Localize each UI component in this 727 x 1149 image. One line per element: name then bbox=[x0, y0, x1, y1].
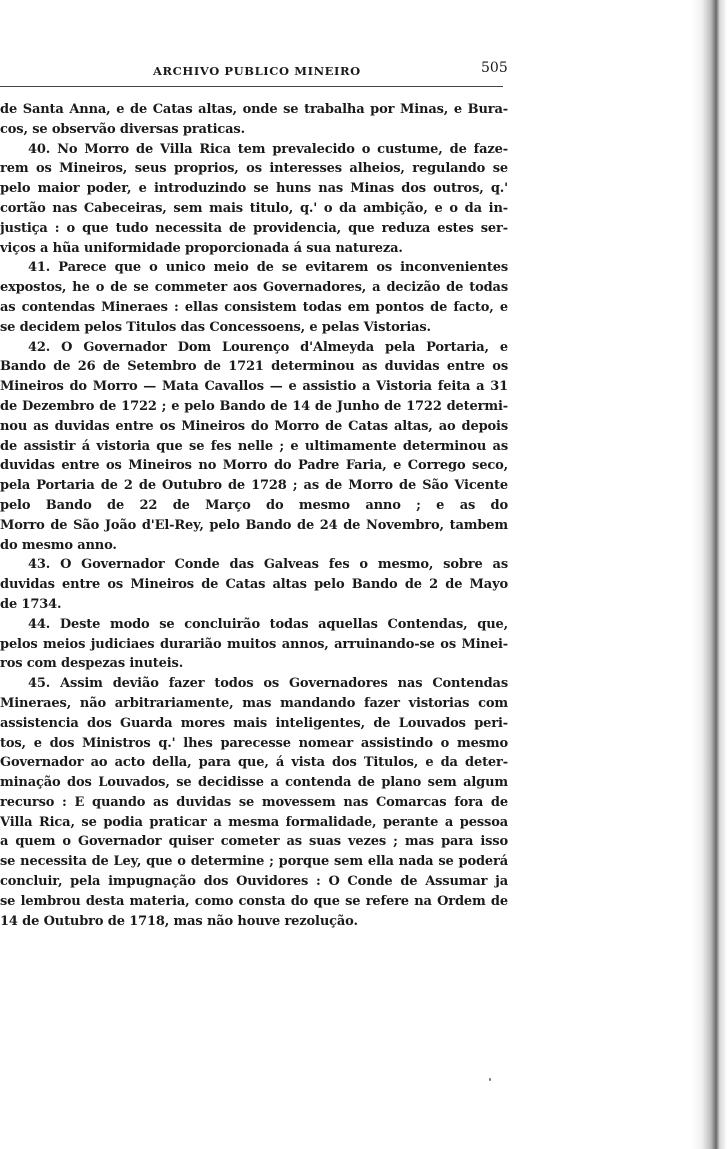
text-line: Villa Rica, se podia praticar a mesma formalidade, perante a pessoa bbox=[0, 814, 508, 830]
text-line: as contendas Mineraes : ellas consistem todas em pontos de facto, e bbox=[0, 299, 508, 315]
text-line: rem os Mineiros, seus proprios, os interesses alheios, regulando se bbox=[0, 161, 508, 177]
text-line: minação dos Louvados, se decidisse a contenda de plano sem algum bbox=[0, 775, 508, 791]
paragraph bbox=[0, 338, 508, 556]
text-line: viços a hũa uniformidade proporcionada á sua natureza. bbox=[0, 240, 403, 256]
text-line: pela Portaria de 2 de Outubro de 1728 ; as de Morro de São Vicente bbox=[0, 478, 508, 494]
text-line: pelos meios judiciaes durarião muitos annos, arruinando-se os Minei- bbox=[0, 636, 508, 652]
text-line: duvidas entre os Mineiros no Morro do Padre Faria, e Corrego seco, bbox=[0, 458, 508, 474]
text-line: 43. O Governador Conde das Galveas fes o mesmo, sobre as bbox=[28, 557, 508, 573]
text-line: 14 de Outubro de 1718, mas não houve rezolução. bbox=[0, 913, 358, 929]
text-line: se decidem pelos Titulos das Concessoens, e pelas Vistorias. bbox=[0, 319, 431, 335]
book-binding-edge bbox=[637, 0, 727, 1149]
text-line: expostos, he o de se commeter aos Governadores, a decizão de todas bbox=[0, 280, 508, 296]
text-line: se lembrou desta materia, como consta do que se refere na Ordem de bbox=[0, 893, 508, 909]
text-line: Morro de São João d'El-Rey, pelo Bando de 24 de Novembro, tambem bbox=[0, 517, 508, 533]
text-line: 40. No Morro de Villa Rica tem prevalecido o custume, de faze- bbox=[28, 141, 508, 157]
paragraph bbox=[0, 615, 508, 674]
text-line: nou as duvidas entre os Mineiros do Morro de Catas altas, ao depois bbox=[0, 418, 508, 434]
paragraph bbox=[0, 674, 508, 931]
paragraph bbox=[0, 100, 508, 140]
text-line: 44. Deste modo se concluirão todas aquellas Contendas, que, bbox=[28, 616, 508, 632]
text-line: 41. Parece que o unico meio de se evitarem os inconvenientes bbox=[28, 260, 508, 276]
text-line: se necessita de Ley, que o determine ; porque sem ella nada se poderá bbox=[0, 854, 508, 870]
text-line: Bando de 26 de Setembro de 1721 determinou as duvidas entre os bbox=[0, 359, 508, 375]
text-line: Mineiros do Morro — Mata Cavallos — e assistio a Vistoria feita a 31 bbox=[0, 379, 508, 395]
text-line: do mesmo anno. bbox=[0, 537, 117, 553]
running-title: ARCHIVO PUBLICO MINEIRO bbox=[153, 64, 361, 78]
text-line: Mineraes, não arbitrariamente, mas mandando fazer vistorias com bbox=[0, 695, 508, 711]
header-rule bbox=[0, 86, 503, 87]
text-line: duvidas entre os Mineiros de Catas altas pelo Bando de 2 de Mayo bbox=[0, 577, 508, 593]
text-line: 45. Assim devião fazer todos os Governadores nas Contendas bbox=[28, 676, 508, 692]
text-line: recurso : E quando as duvidas se movessem nas Comarcas fora de bbox=[0, 794, 508, 810]
text-line: de 1734. bbox=[0, 596, 62, 612]
paragraph bbox=[0, 258, 508, 337]
page-number: 505 bbox=[481, 60, 508, 76]
text-line: justiça : o que tudo necessita de providencia, que reduza estes ser- bbox=[0, 220, 508, 236]
paragraph bbox=[0, 555, 508, 614]
text-line: cos, se observão diversas praticas. bbox=[0, 121, 245, 137]
text-line: a quem o Governador quiser cometer as suas vezes ; mas para isso bbox=[0, 834, 508, 850]
text-line: assistencia dos Guarda mores mais inteligentes, de Louvados peri- bbox=[0, 715, 508, 731]
text-line: de Dezembro de 1722 ; e pelo Bando de 14 de Junho de 1722 determi- bbox=[0, 398, 508, 414]
text-line: cortão nas Cabeceiras, sem mais titulo, q.' o da ambição, e o da in- bbox=[0, 200, 508, 216]
page-header bbox=[0, 60, 510, 82]
body-text bbox=[0, 100, 508, 931]
text-line: de Santa Anna, e de Catas altas, onde se trabalha por Minas, e Bura- bbox=[0, 102, 508, 117]
text-line: de assistir á vistoria que se fes nelle ; e ultimamente determinou as bbox=[0, 438, 508, 454]
text-line: pelo Bando de 22 de Março do mesmo anno ; e as do bbox=[0, 497, 508, 513]
text-line: pelo maior poder, e introduzindo se huns nas Minas dos outros, q.' bbox=[0, 181, 508, 197]
text-line: concluir, pela impugnação dos Ouvidores : O Conde de Assumar ja bbox=[0, 874, 508, 890]
text-line: 42. O Governador Dom Lourenço d'Almeyda pela Portaria, e bbox=[28, 339, 508, 355]
paper-speck bbox=[489, 1078, 491, 1081]
text-line: Governador ao acto della, para que, á vista dos Titulos, e da deter- bbox=[0, 755, 508, 771]
text-line: ros com despezas inuteis. bbox=[0, 656, 184, 672]
text-line: tos, e dos Ministros q.' lhes parecesse nomear assistindo o mesmo bbox=[0, 735, 508, 751]
paragraph bbox=[0, 140, 508, 259]
